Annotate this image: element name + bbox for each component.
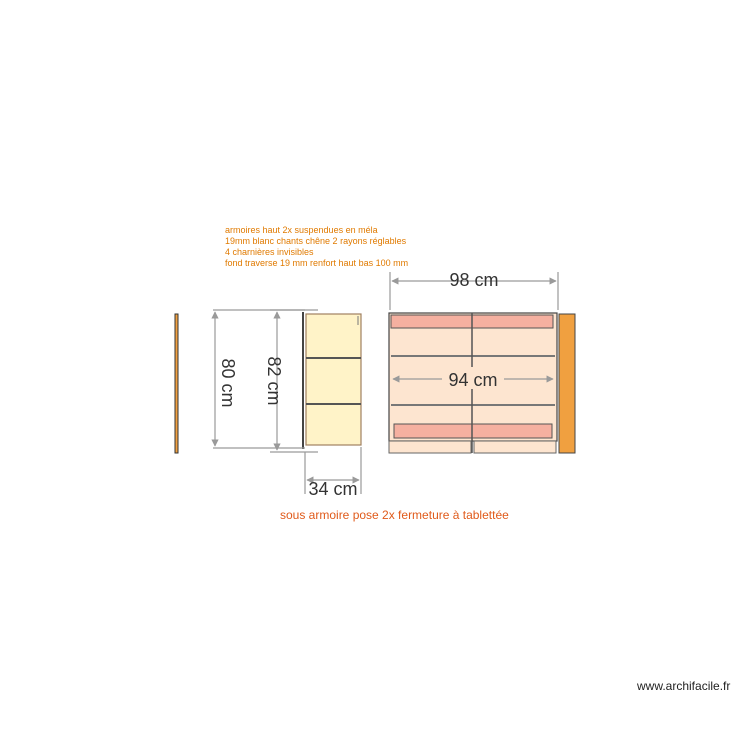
dimension-82-label: 82 cm (264, 356, 284, 406)
note-line-4: fond traverse 19 mm renfort haut bas 100 mm (225, 258, 409, 268)
note-line-2: 19mm blanc chants chêne 2 rayons réglables (225, 236, 407, 246)
notes-block (225, 225, 408, 268)
note-line-1: armoires haut 2x suspendues en méla (225, 225, 378, 235)
side-view (303, 312, 361, 449)
dimension-height-inner (213, 310, 305, 448)
front-side-board (559, 314, 575, 453)
caption: sous armoire pose 2x fermeture à tablettée (280, 508, 509, 522)
dimension-width-outer (390, 270, 558, 310)
front-bottom-rail (394, 424, 552, 438)
dimension-depth (305, 447, 361, 499)
dimension-34-label: 34 cm (308, 479, 358, 499)
dimension-94-label: 94 cm (448, 370, 498, 390)
note-line-3: 4 charnières invisibles (225, 247, 314, 257)
left-board (175, 314, 178, 453)
dimension-98-label: 98 cm (449, 270, 499, 290)
front-plinth-right (474, 441, 556, 453)
side-cabinet-body (306, 314, 361, 445)
credit-text: www.archifacile.fr (637, 679, 731, 693)
front-plinth-left (389, 441, 471, 453)
dimension-80-label: 80 cm (218, 358, 238, 408)
